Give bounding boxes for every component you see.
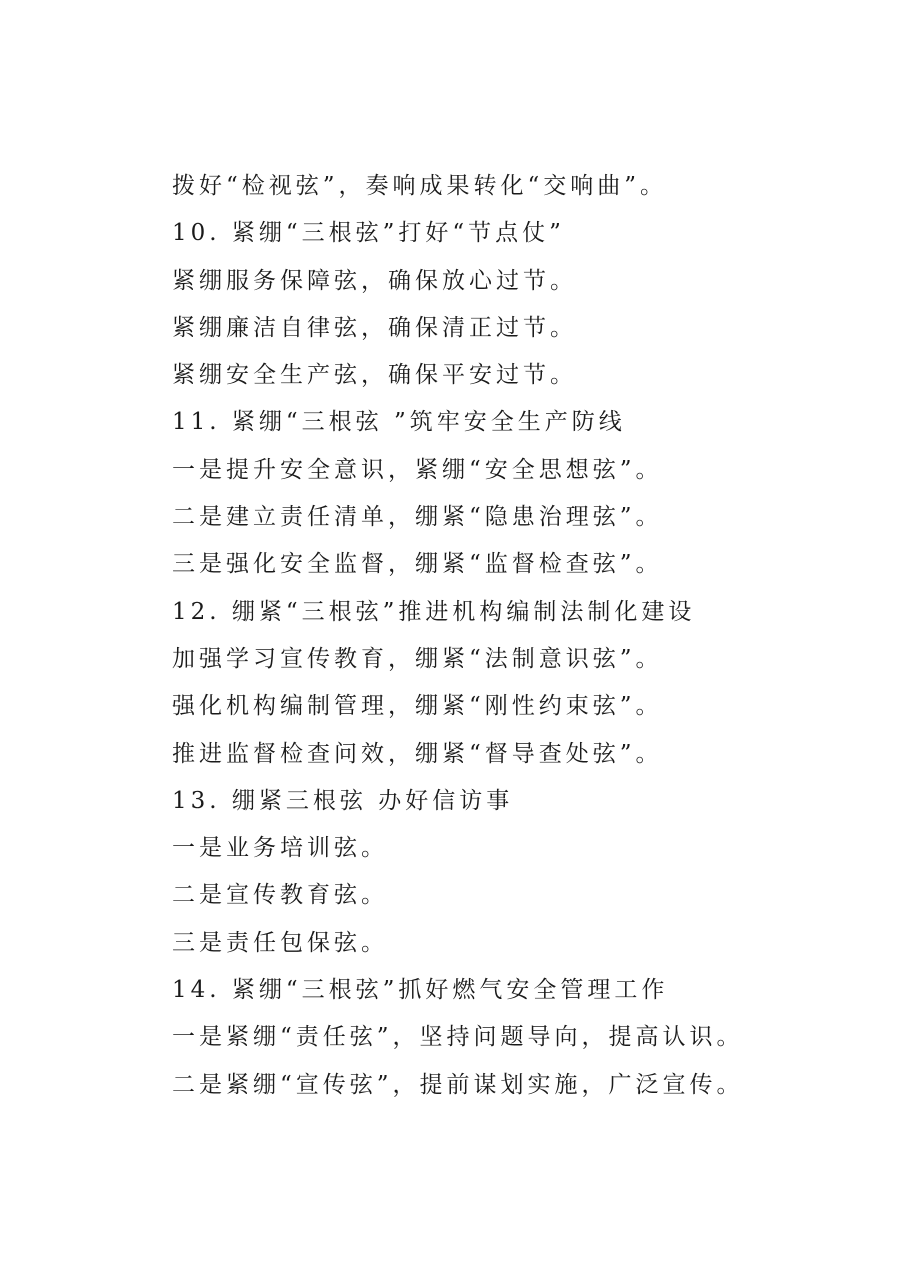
paragraph-line: 一是提升安全意识，紧绷“安全思想弦”。: [172, 456, 663, 483]
section-heading-13: 13. 绷紧三根弦 办好信访事: [172, 787, 514, 814]
section-heading-12: 12. 绷紧“三根弦”推进机构编制法制化建设: [172, 598, 696, 625]
paragraph-line: 二是紧绷“宣传弦”，提前谋划实施，广泛宣传。: [172, 1071, 744, 1098]
paragraph-line: 强化机构编制管理，绷紧“刚性约束弦”。: [172, 693, 663, 720]
paragraph-line: 加强学习宣传教育，绷紧“法制意识弦”。: [172, 645, 663, 672]
section-heading-11: 11. 紧绷“三根弦 ”筑牢安全生产防线: [172, 409, 626, 436]
paragraph-line: 一是业务培训弦。: [172, 835, 388, 862]
paragraph-line: 二是宣传教育弦。: [172, 882, 388, 909]
document-body: [172, 163, 872, 1109]
paragraph-line: 一是紧绷“责任弦”，坚持问题导向，提高认识。: [172, 1024, 744, 1051]
paragraph-line: 推进监督检查问效，绷紧“督导查处弦”。: [172, 740, 663, 767]
paragraph-line: 拨好“检视弦”，奏响成果转化“交响曲”。: [172, 173, 668, 199]
paragraph-line: 二是建立责任清单，绷紧“隐患治理弦”。: [172, 504, 663, 531]
paragraph-line: 三是责任包保弦。: [172, 929, 388, 956]
section-heading-10: 10. 紧绷“三根弦”打好“节点仗”: [172, 220, 565, 247]
paragraph-line: 紧绷安全生产弦，确保平安过节。: [172, 362, 577, 389]
section-heading-14: 14. 紧绷“三根弦”抓好燃气安全管理工作: [172, 977, 669, 1004]
paragraph-line: 紧绷廉洁自律弦，确保清正过节。: [172, 314, 577, 341]
paragraph-line: 紧绷服务保障弦，确保放心过节。: [172, 267, 577, 294]
paragraph-line: 三是强化安全监督，绷紧“监督检查弦”。: [172, 551, 663, 578]
